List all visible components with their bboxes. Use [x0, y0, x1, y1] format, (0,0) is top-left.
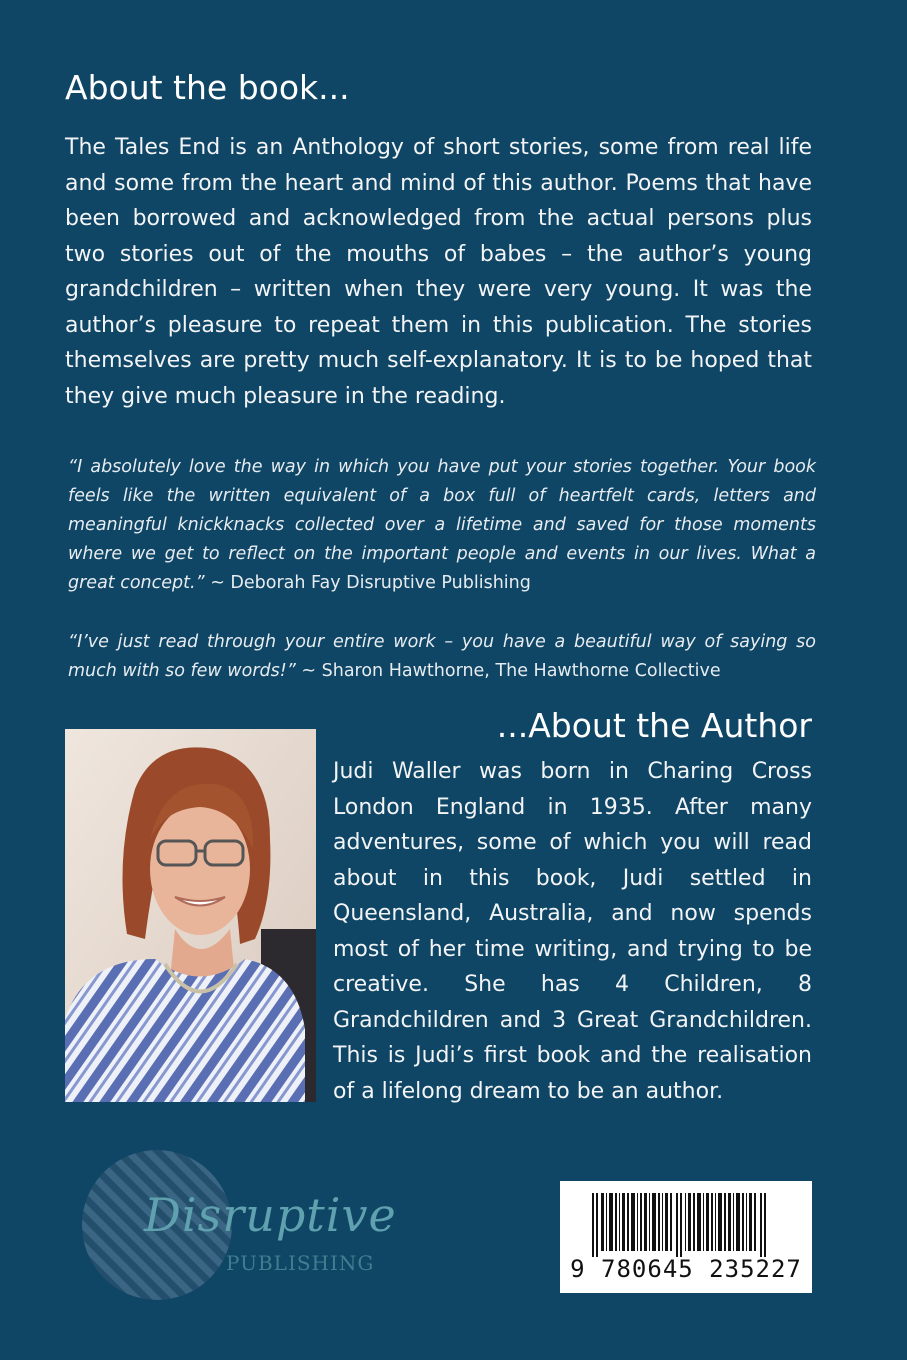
review-quote-2-text: “I’ve just read through your entire work – you have a beautiful way of saying so much with so few words!”	[68, 632, 816, 681]
isbn-number: 9 780645 235227	[570, 1255, 802, 1283]
publisher-logo-sub: PUBLISHING	[226, 1251, 375, 1275]
publisher-logo	[82, 1150, 402, 1300]
publisher-logo-script: Disruptive	[144, 1188, 397, 1242]
author-photo	[65, 729, 316, 1102]
review-quote-2	[68, 628, 816, 686]
review-quote-1-text: “I absolutely love the way in which you have put your stories together. Your book feels like the written equivalent of a box full of heartfelt cards, letters and meaningful knickknacks collected over a lifetime and saved for those moments where we get to reflect on the important people and events in our lives. What a great concept.”	[68, 457, 816, 593]
author-portrait-icon	[65, 729, 316, 1102]
review-quote-2-attribution: ~ Sharon Hawthorne, The Hawthorne Collective	[295, 661, 721, 681]
about-book-text: The Tales End is an Anthology of short stories, some from real life and some from the heart and mind of this author. Poems that have been borrowed and acknowledged from the actual persons plus two stories out of the mouths of babes – the author’s young grandchildren – written when they were very young. It was the author’s pleasure to repeat them in this publication. The stories themselves are pretty much self-explanatory. It is to be hoped that they give much pleasure in the reading.	[65, 135, 812, 409]
about-book-heading: About the book...	[65, 68, 350, 107]
about-author-text: Judi Waller was born in Charing Cross London England in 1935. After many adventures, some of which you will read about in this book, Judi settled in Queensland, Australia, and now spends most of her time writing, and trying to be creative. She has 4 Children, 8 Grandchildren and 3 Great Grandchildren. This is Judi’s first book and the realisation of a lifelong dream to be an author.	[333, 759, 812, 1104]
review-quote-1-attribution: ~ Deborah Fay Disruptive Publishing	[204, 573, 531, 593]
about-author-heading: ...About the Author	[496, 706, 812, 745]
isbn-barcode	[560, 1181, 812, 1293]
review-quote-1	[68, 453, 816, 598]
